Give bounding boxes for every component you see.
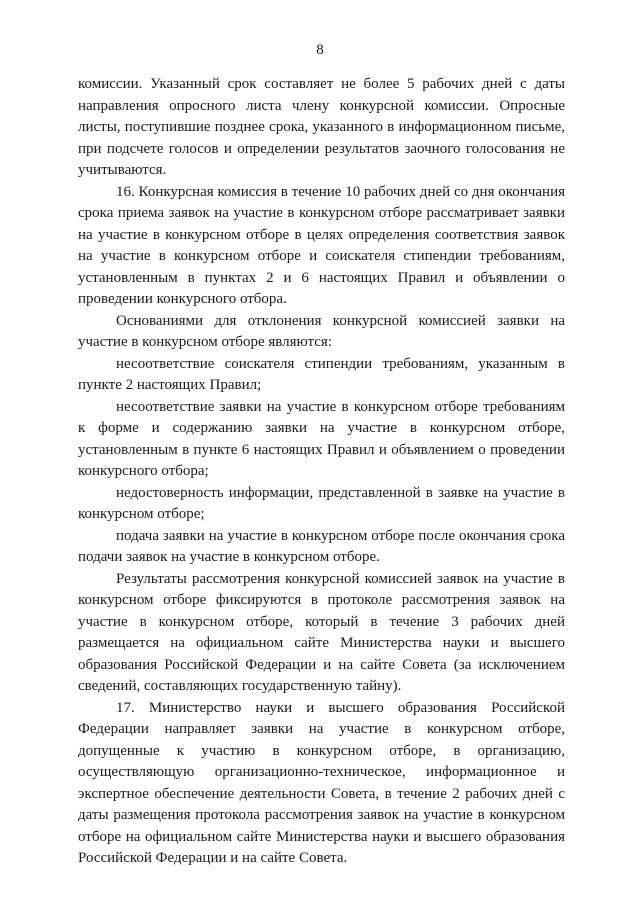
paragraph-ground-form: несоответствие заявки на участие в конкурсном отборе требованиям к форме и содержанию заявки на участие в конкурсном отборе, установленным в пункте 6 настоящих Правил и объявлением о проведении конкурсного отбора;	[78, 398, 565, 479]
paragraph-ground-deadline: подача заявки на участие в конкурсном отборе после окончания срока подачи заявок на участие в конкурсном отборе.	[78, 527, 565, 565]
paragraph-ground-applicant: несоответствие соискателя стипендии требованиям, указанным в пункте 2 настоящих Правил;	[78, 355, 565, 393]
paragraph-rejection-grounds: Основаниями для отклонения конкурсной комиссией заявки на участие в конкурсном отборе являются:	[78, 312, 565, 350]
paragraph-results: Результаты рассмотрения конкурсной комиссией заявок на участие в конкурсном отборе фиксируются в протоколе рассмотрения заявок на участие в конкурсном отборе, который в течение 3 рабочих дней размещается на официальном сайте Министерства науки и высшего образования Российской Федерации и на сайте Совета (за исключением сведений, составляющих государственную тайну).	[78, 570, 565, 694]
document-body	[78, 74, 565, 870]
paragraph-continuation: комиссии. Указанный срок составляет не более 5 рабочих дней с даты направления опросного листа члену конкурсной комиссии. Опросные листы, поступившие позднее срока, указанного в информационном письме, при подсчете голосов и определении результатов заочного голосования не учитываются.	[78, 76, 565, 178]
paragraph-ground-information: недостоверность информации, представленной в заявке на участие в конкурсном отборе;	[78, 484, 565, 522]
page-number: 8	[316, 42, 324, 58]
paragraph-item-16: 16. Конкурсная комиссия в течение 10 рабочих дней со дня окончания срока приема заявок на участие в конкурсном отборе рассматривает заявки на участие в конкурсном отборе в целях определения соответствия заявок на участие в конкурсном отборе и соискателя стипендии требованиям, установленным в пунктах 2 и 6 настоящих Правил и объявлении о проведении конкурсного отбора.	[78, 183, 565, 307]
paragraph-item-17: 17. Министерство науки и высшего образования Российской Федерации направляет заявки на участие в конкурсном отборе, допущенные к участию в конкурсном отборе, в организацию, осуществляющую организационно-техническое, информационное и экспертное обеспечение деятельности Совета, в течение 2 рабочих дней с даты размещения протокола рассмотрения заявок на участие в конкурсном отборе на официальном сайте Министерства науки и высшего образования Российской Федерации и на сайте Совета.	[78, 699, 565, 866]
